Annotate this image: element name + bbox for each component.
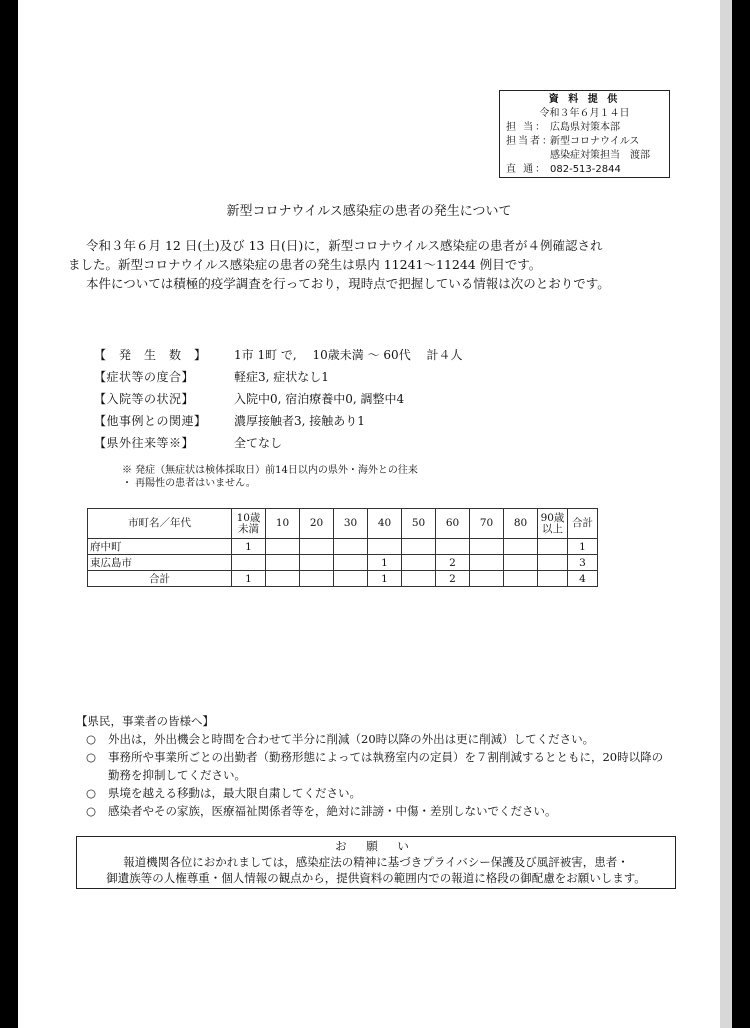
bullet-circle-icon: ○ (86, 732, 97, 746)
table-cell: 1 (568, 539, 598, 555)
table-cell (334, 539, 368, 555)
summary-value-hospital: 入院中0, 宿泊療養中0, 調整中4 (234, 392, 405, 406)
table-cell: 1 (368, 571, 402, 587)
table-cell: 府中町 (88, 539, 232, 555)
table-cell (232, 555, 266, 571)
info-box-date: 令和３年６月１４日 (539, 108, 630, 119)
summary-label-hospital: 【入院等の状況】 (94, 392, 195, 406)
header-line: 未満 (238, 522, 259, 535)
info-value-cont: 感染症対策担当 渡部 (550, 150, 650, 161)
table-cell (402, 539, 436, 555)
table-cell (436, 539, 470, 555)
intro-line-1: 令和３年６月 12 日(土)及び 13 日(日)に，新型コロナウイルス感染症の患者が４例確認され (86, 238, 603, 253)
request-text-cont: 勤務を抑制してください。 (108, 768, 246, 782)
notice-title: お 願 い (335, 839, 417, 853)
footnote-2: ・ 再陽性の患者はいません。 (122, 478, 256, 489)
table-cell (334, 571, 368, 587)
header-line: 10歳 (236, 511, 261, 524)
table-cell (538, 571, 568, 587)
table-total-row (88, 571, 598, 587)
summary-label-relation: 【他事例との関連】 (94, 414, 207, 428)
summary-value-occurrence: 1市 1町 で, 10歳未満 ～ 60代 計４人 (234, 348, 463, 362)
table-header-cell: 10 (266, 509, 300, 539)
table-cell: 4 (568, 571, 598, 587)
table-cell (402, 555, 436, 571)
request-text: 感染者やその家族，医療福祉関係者等を，絶対に誹謗・中傷・差別しないでください。 (108, 804, 557, 818)
table-cell (538, 555, 568, 571)
table-cell (300, 539, 334, 555)
table-header-cell: 40 (368, 509, 402, 539)
header-line: 90歳 (540, 511, 565, 524)
summary-value-travel: 全てなし (234, 436, 283, 450)
table-cell (300, 571, 334, 587)
info-row-person (506, 135, 663, 149)
table-cell: 2 (436, 571, 470, 587)
request-item (86, 749, 663, 766)
footnote-1: ※ 発症（無症状は検体採取日）前14日以内の県外・海外との往来 (122, 465, 418, 476)
bullet-circle-icon: ○ (86, 804, 97, 818)
table-header-cell: 合計 (568, 509, 598, 539)
table-cell (470, 539, 504, 555)
table-cell (334, 555, 368, 571)
table-cell: 1 (232, 571, 266, 587)
table-cell (538, 539, 568, 555)
notice-line: 報道機関各位におかれましては，感染症法の精神に基づきプライバシー保護及び風評被害，患者・ (123, 855, 629, 869)
info-value: 新型コロナウイルス (550, 136, 640, 147)
bullet-circle-icon: ○ (86, 750, 97, 764)
table-cell (266, 539, 300, 555)
info-row-phone (506, 163, 663, 177)
requests-heading: 【県民，事業者の皆様へ】 (76, 714, 214, 728)
table-header-row (88, 509, 598, 539)
info-key: 担当者： (506, 136, 554, 147)
intro-line-2: ました。新型コロナウイルス感染症の患者の発生は県内 11241～11244 例目です。 (68, 257, 542, 272)
info-box-title: 資 料 提 供 (548, 94, 621, 105)
request-item (86, 731, 594, 748)
table-cell (300, 555, 334, 571)
request-text: 外出は，外出機会と時間を合わせて半分に削減（20時以降の外出は更に削減）してください。 (108, 732, 595, 746)
table-cell: 1 (232, 539, 266, 555)
info-key: 直 通： (506, 164, 548, 175)
intro-line-3: 本件については積極的疫学調査を行っており，現時点で把握している情報は次のとおりです。 (86, 276, 610, 291)
table-header-cell: 市町名／年代 (88, 509, 232, 539)
table-cell: 東広島市 (88, 555, 232, 571)
table-header-cell: 30 (334, 509, 368, 539)
request-text: 県境を越える移動は，最大限自粛してください。 (108, 786, 361, 800)
summary-label-occurrence: 【 発 生 数 】 (94, 348, 207, 362)
table-cell (470, 571, 504, 587)
info-key: 担 当： (506, 122, 548, 133)
table-cell (504, 539, 538, 555)
table-cell (402, 571, 436, 587)
table-header-cell: 70 (470, 509, 504, 539)
table-cell: 2 (436, 555, 470, 571)
info-row-department (506, 121, 663, 135)
bullet-circle-icon: ○ (86, 786, 97, 800)
table-cell: 合計 (88, 571, 232, 587)
table-header-cell: 80 (504, 509, 538, 539)
table-header-cell (538, 509, 568, 539)
info-value: 082-513-2844 (550, 164, 621, 175)
table-cell (266, 571, 300, 587)
table-cell (266, 555, 300, 571)
notice-box (76, 836, 676, 889)
table-cell: 1 (368, 555, 402, 571)
table-header-cell: 50 (402, 509, 436, 539)
page-title: 新型コロナウイルス感染症の患者の発生について (226, 204, 512, 219)
cases-table (87, 508, 598, 587)
document-page (18, 0, 720, 1028)
table-header-cell (232, 509, 266, 539)
table-row (88, 539, 598, 555)
press-info-box (499, 90, 670, 178)
info-value: 広島県対策本部 (550, 122, 620, 133)
notice-line: 御遺族等の人権尊重・個人情報の観点から，提供資料の範囲内での報道に格段の御配慮をお願いします。 (106, 871, 646, 885)
summary-label-symptoms: 【症状等の度合】 (94, 370, 195, 384)
header-line: 以上 (542, 522, 563, 535)
summary-value-symptoms: 軽症3, 症状なし1 (234, 370, 329, 384)
table-cell (368, 539, 402, 555)
summary-label-travel: 【県外往来等※】 (94, 436, 195, 450)
request-text: 事務所や事業所ごとの出勤者（勤務形態によっては執務室内の定員）を７割削減するとともに，20時以降の (108, 750, 664, 764)
summary-value-relation: 濃厚接触者3, 接触あり1 (234, 414, 365, 428)
table-cell (470, 555, 504, 571)
request-item (86, 785, 361, 802)
table-header-cell: 60 (436, 509, 470, 539)
table-row (88, 555, 598, 571)
table-cell (504, 571, 538, 587)
request-item (86, 803, 557, 820)
table-header-cell: 20 (300, 509, 334, 539)
table-cell: 3 (568, 555, 598, 571)
page-edge (720, 0, 732, 1028)
table-cell (504, 555, 538, 571)
